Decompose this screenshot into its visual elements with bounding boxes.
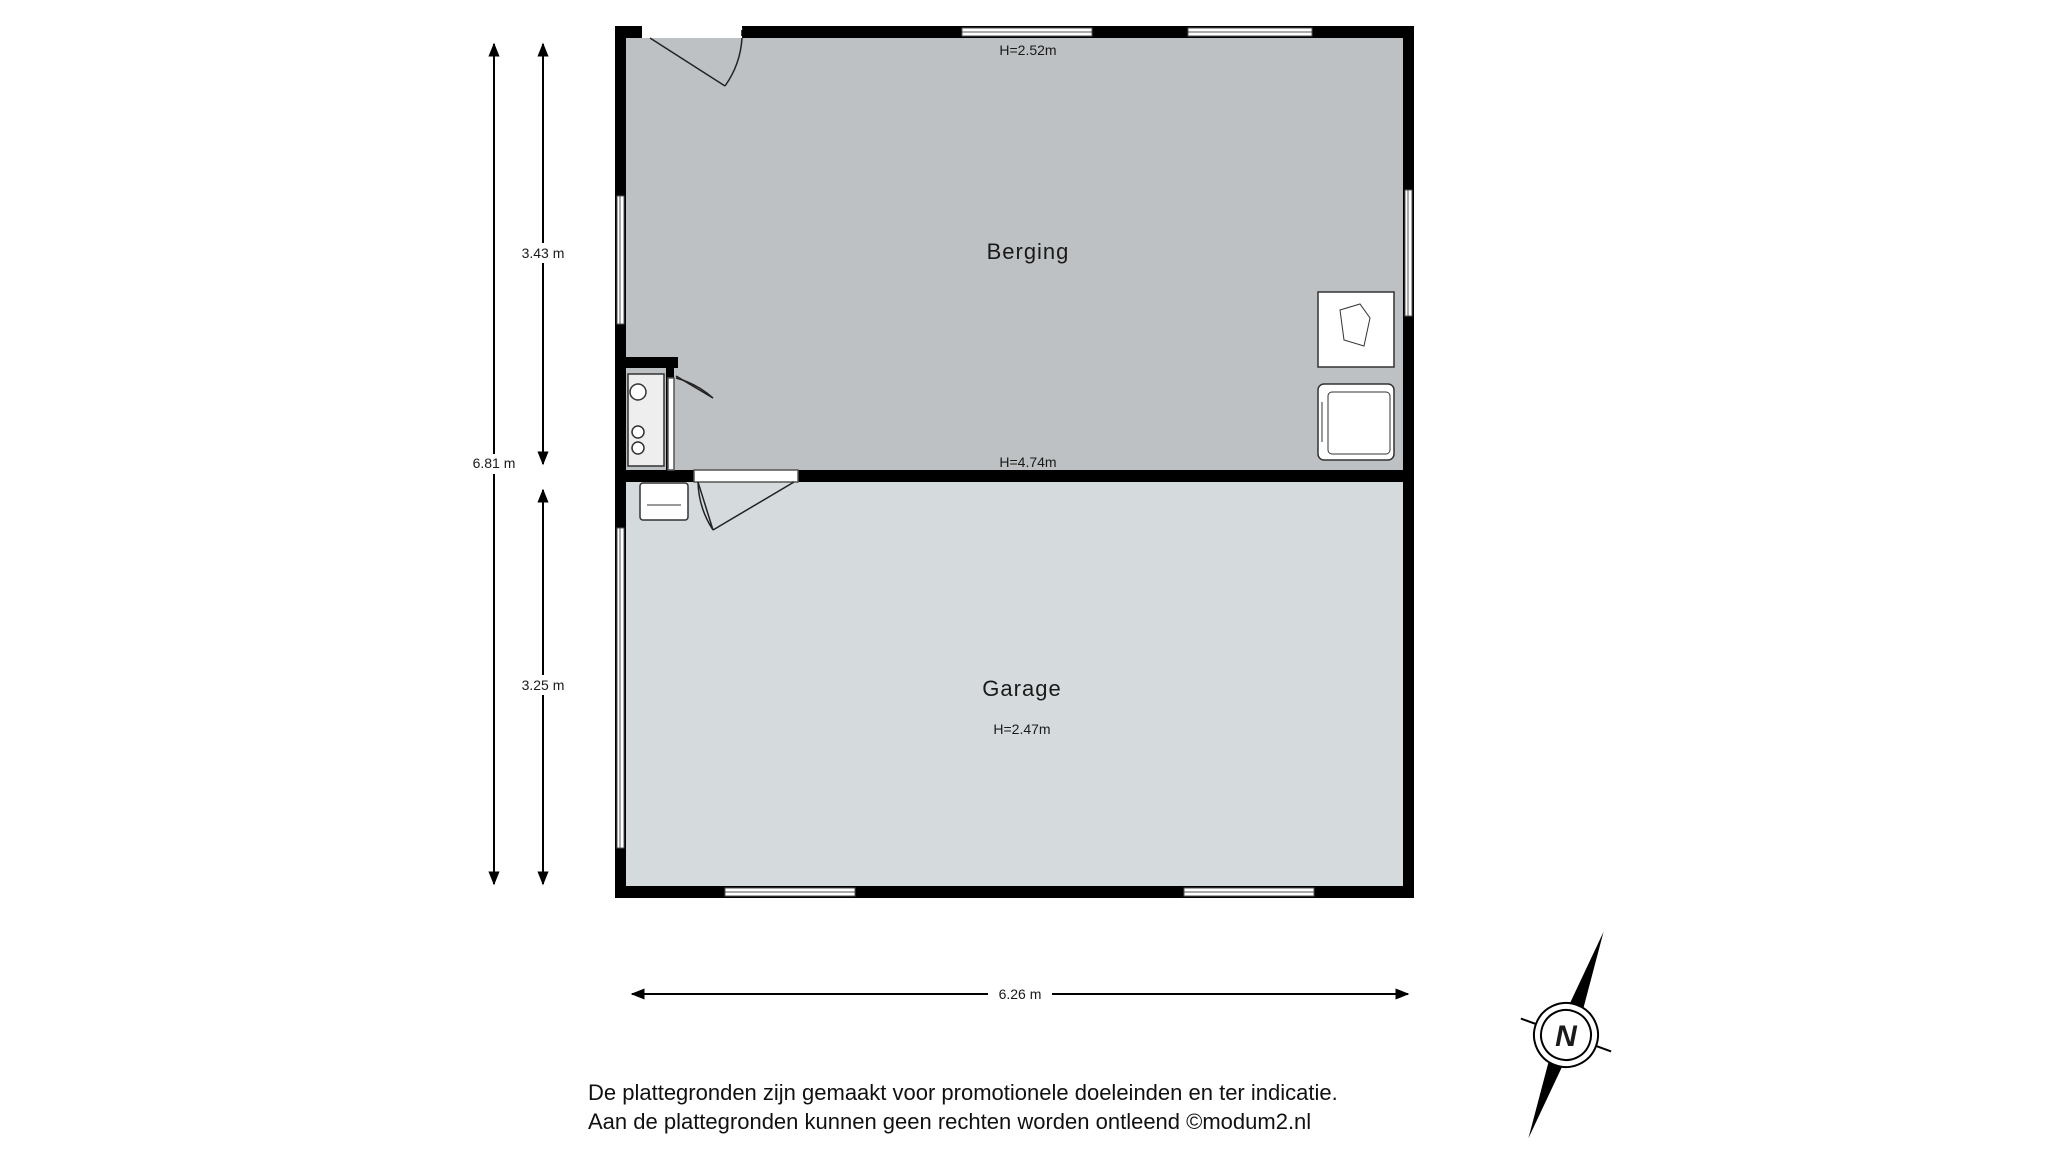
dryer-icon <box>1318 292 1394 367</box>
height-label-berging-top: H=2.52m <box>999 42 1057 58</box>
compass-label: N <box>1555 1020 1577 1053</box>
dimension-lower-height: 3.25 m <box>521 677 565 693</box>
dimension-total-height: 6.81 m <box>472 455 516 471</box>
room-label-berging: Berging <box>986 239 1070 264</box>
dimension-upper-height: 3.43 m <box>521 245 565 261</box>
washing-machine-icon <box>1318 384 1394 460</box>
disclaimer <box>588 1078 1588 1136</box>
sink-icon <box>640 483 688 520</box>
room-label-garage: Garage <box>982 676 1062 701</box>
dimension-total-width: 6.26 m <box>998 986 1042 1002</box>
disclaimer-line-1: De plattegronden zijn gemaakt voor promotionele doeleinden en ter indicatie. <box>588 1080 1338 1105</box>
height-label-garage: H=2.47m <box>993 721 1051 737</box>
disclaimer-line-2: Aan de plattegronden kunnen geen rechten worden ontleend ©modum2.nl <box>588 1109 1312 1134</box>
height-label-berging-bottom: H=4.74m <box>999 454 1057 470</box>
